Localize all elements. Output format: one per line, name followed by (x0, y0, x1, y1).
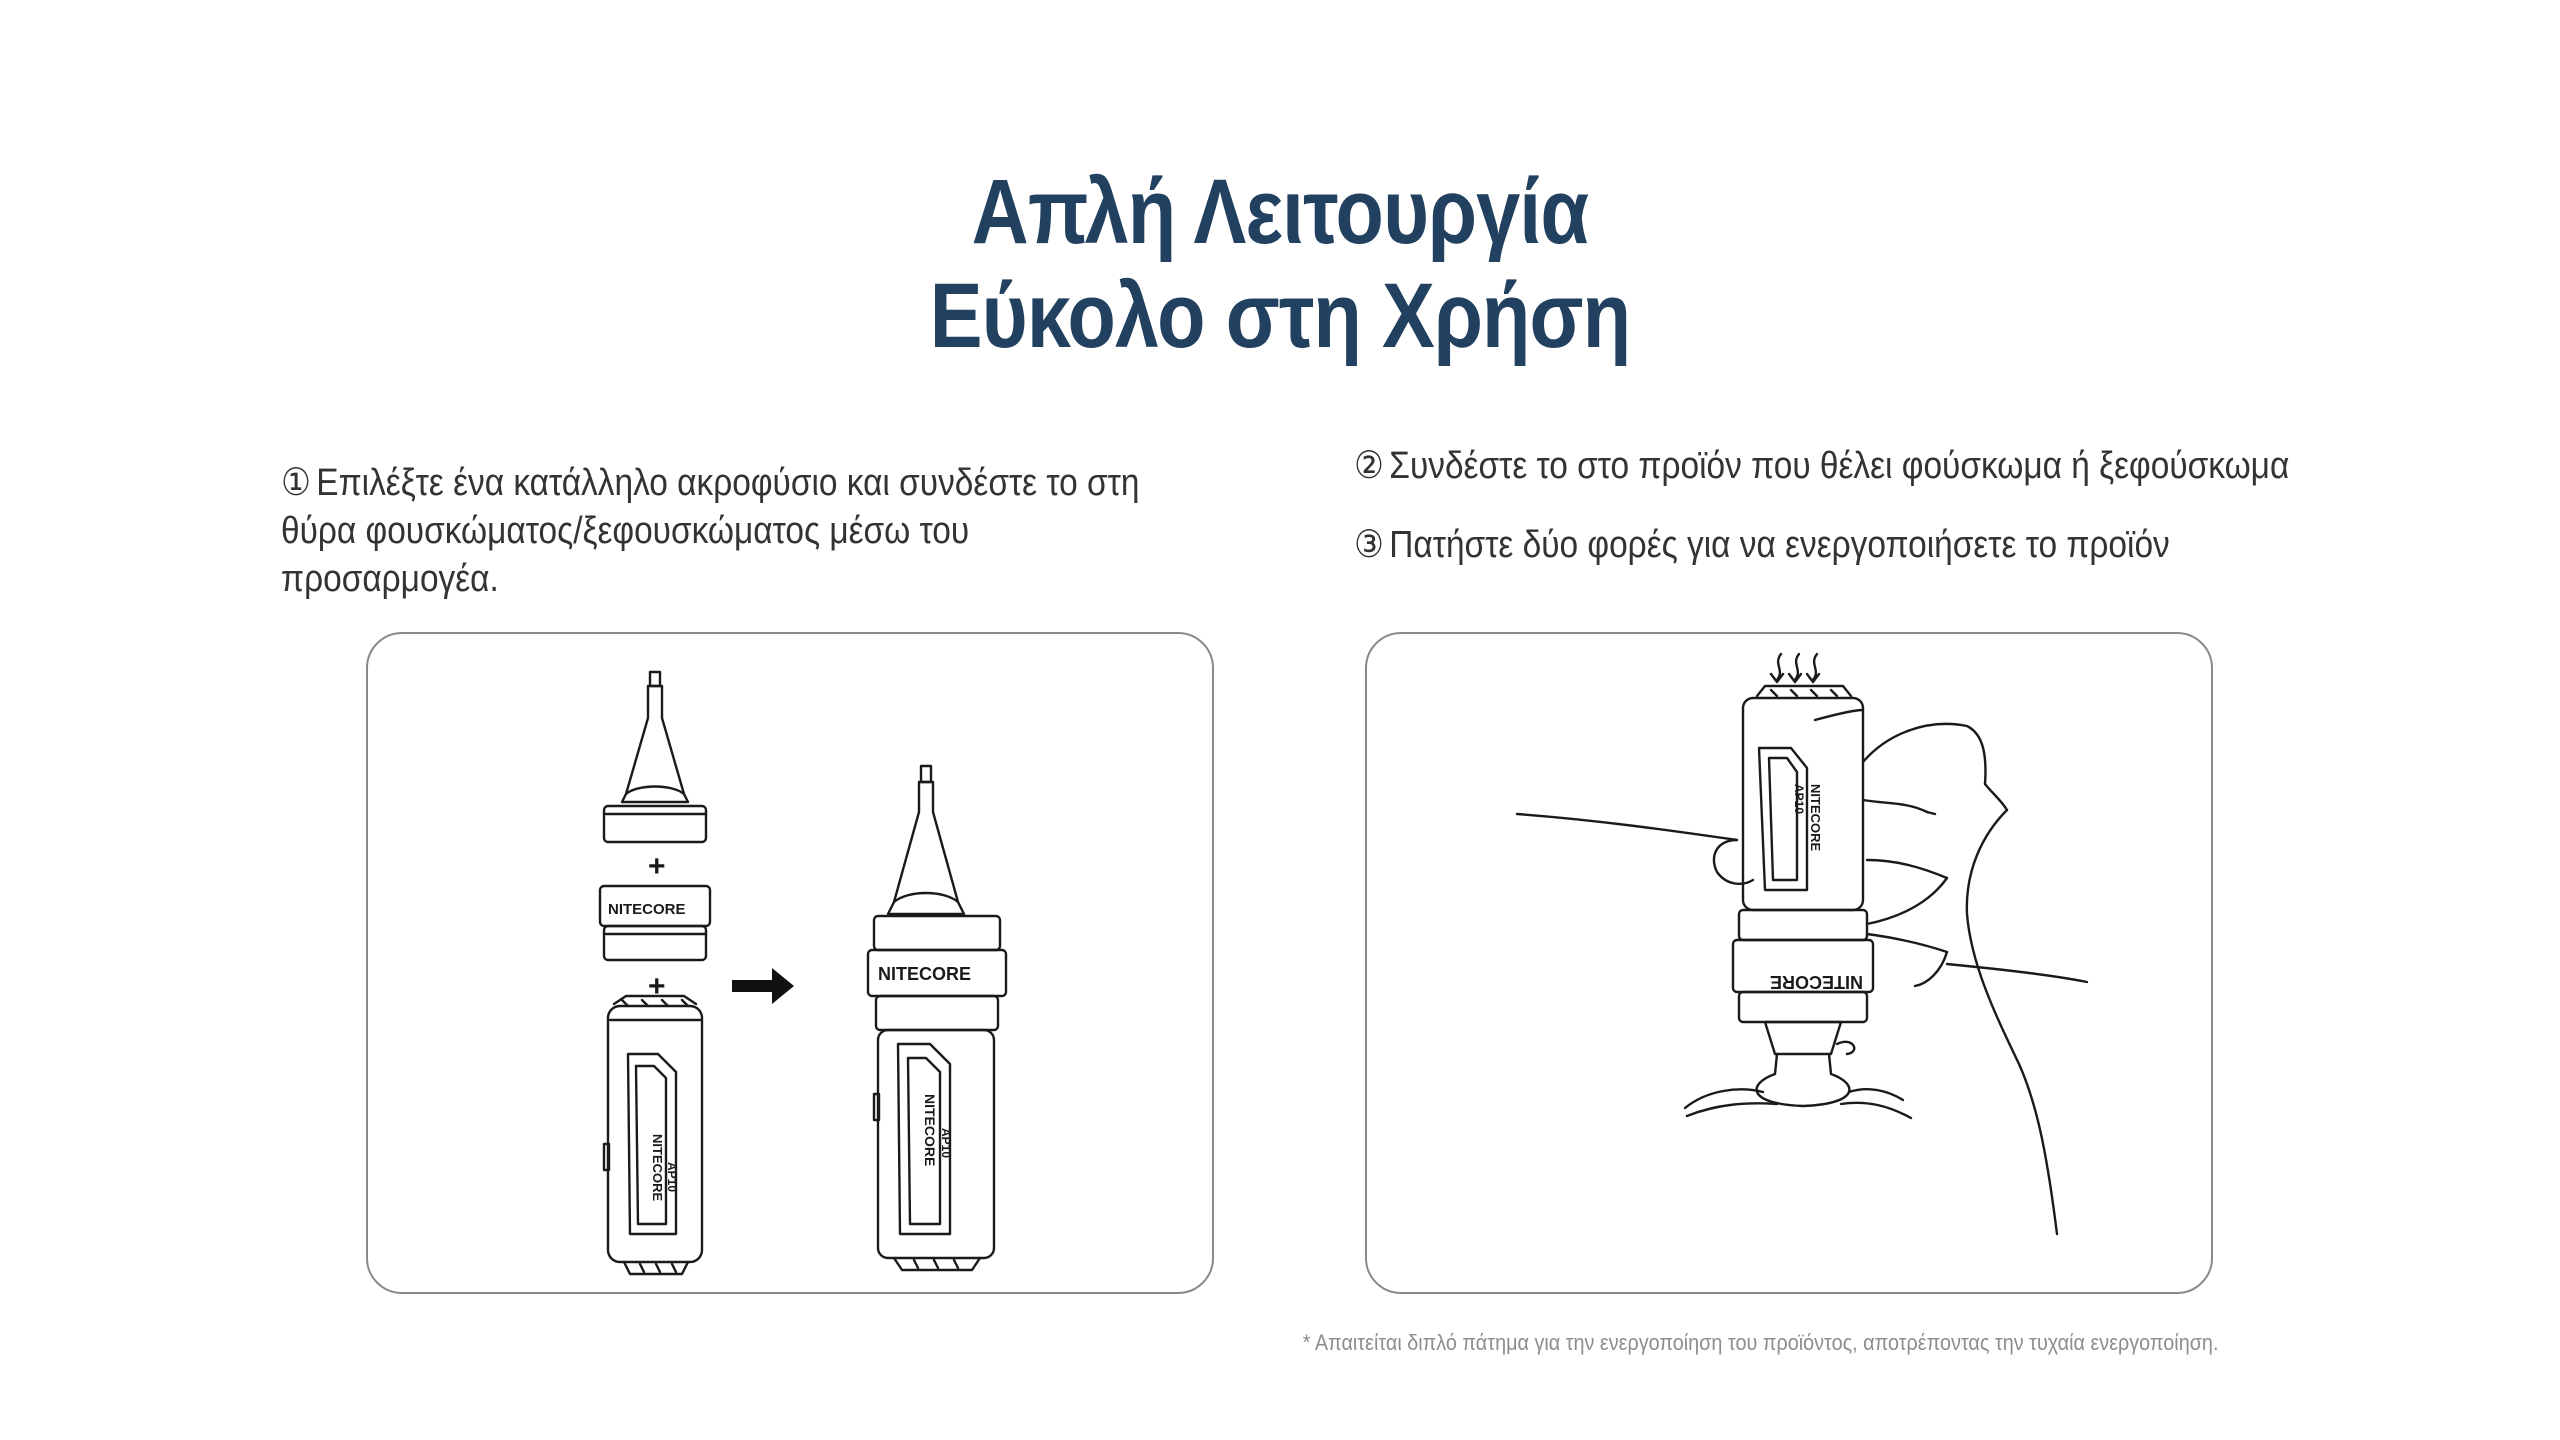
step-2-text: Συνδέστε το στο προϊόν που θέλει φούσκωμα ή ξεφούσκωμα (1389, 445, 2290, 487)
step-2-number: ② (1354, 443, 1384, 487)
assembled-body-brand-label: NITECORE (922, 1094, 938, 1167)
plus-sign-2: + (648, 970, 666, 1003)
step-1 (281, 458, 1161, 603)
assembly-illustration-panel (366, 632, 1214, 1294)
device-brand-label: NITECORE (1808, 784, 1823, 852)
step-3 (1354, 520, 2560, 569)
plus-sign-1: + (648, 850, 666, 883)
step-1-text: Επιλέξτε ένα κατάλληλο ακροφύσιο και συνδέστε το στη θύρα φουσκώματος/ξεφουσκώματος μέσω του προσαρμογέα. (281, 462, 1140, 600)
adapter-brand-label: NITECORE (608, 901, 686, 918)
step-3-text: Πατήστε δύο φορές για να ενεργοποιήσετε το προϊόν (1389, 524, 2170, 566)
assembled-pump (868, 766, 1006, 1270)
assembly-arrow-icon (732, 968, 794, 1004)
pump-body-part (604, 996, 702, 1274)
page-title (0, 160, 2560, 368)
pump-device (1733, 686, 1873, 1106)
nozzle-part (604, 672, 706, 842)
body-brand-label: NITECORE (650, 1134, 665, 1202)
assembly-illustration (368, 634, 1216, 1296)
usage-illustration-panel (1365, 632, 2213, 1294)
title-line-2: Εύκολο στη Χρήση (929, 265, 1631, 367)
assembled-brand-label: NITECORE (878, 964, 972, 984)
inflatable-surface (1685, 1089, 1911, 1118)
assembled-body-model-label: AP10 (939, 1128, 953, 1159)
title-line-1: Απλή Λειτουργία (971, 161, 1589, 263)
footnote: * Απαιτείται διπλό πάτημα για την ενεργοποίηση του προϊόντος, αποτρέποντας την τυχαία ενεργοποίηση. (1302, 1330, 2218, 1355)
device-model-label: AP10 (1792, 784, 1806, 815)
step-1-number: ① (281, 460, 311, 504)
step-3-number: ③ (1354, 522, 1384, 566)
device-ring-brand-label: NITECORE (1769, 972, 1863, 992)
usage-illustration (1367, 634, 2215, 1296)
step-2 (1354, 441, 2560, 490)
adapter-part (600, 886, 710, 960)
press-arrows-icon (1771, 654, 1819, 682)
body-model-label: AP10 (665, 1162, 679, 1193)
